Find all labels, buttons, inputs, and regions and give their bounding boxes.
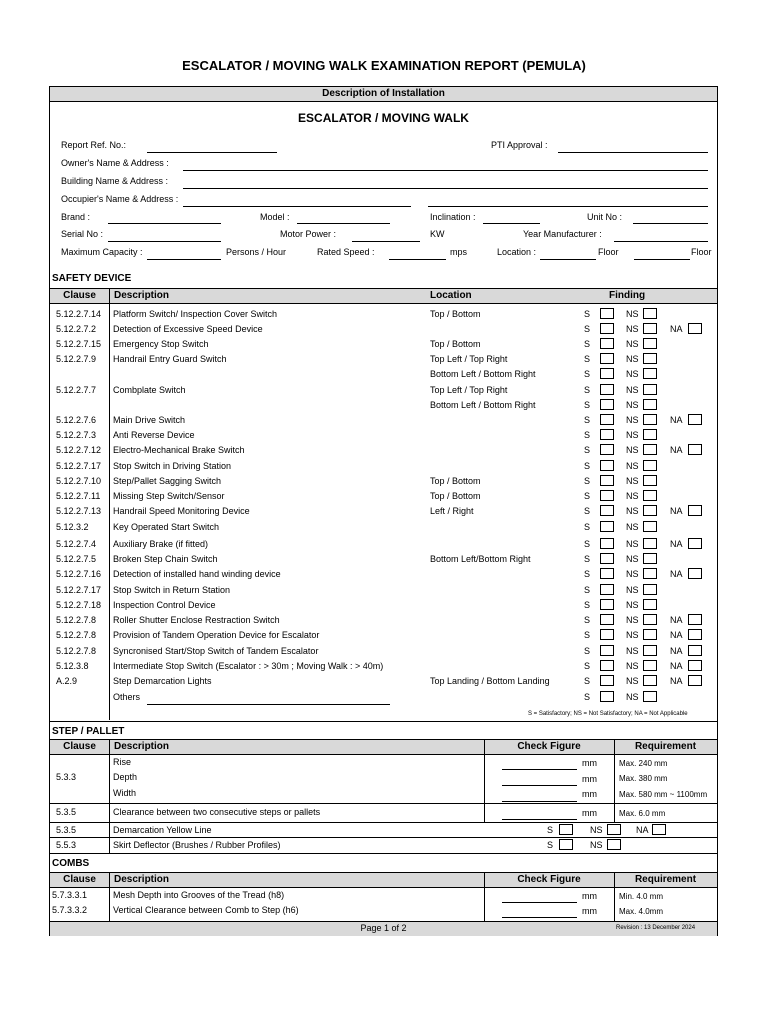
floor-unit-2: Floor: [691, 247, 712, 257]
floor-unit-1: Floor: [598, 247, 619, 257]
safety-row-s-checkbox[interactable]: [600, 444, 614, 455]
safety-row-ns-checkbox[interactable]: [643, 538, 657, 549]
building-label: Building Name & Address :: [61, 176, 169, 186]
revision-date: Revision : 13 December 2024: [616, 925, 696, 931]
step-vline-1: [109, 739, 110, 853]
owner-label: Owner's Name & Address :: [61, 158, 169, 168]
safety-row-na-checkbox[interactable]: [688, 660, 702, 671]
step-header-requirement: Requirement: [634, 741, 697, 752]
safety-row-ns-checkbox[interactable]: [643, 553, 657, 564]
safety-row-location: Top Left / Top Right: [430, 385, 508, 395]
model-field[interactable]: [297, 223, 390, 224]
step-row-border-1: [50, 803, 717, 804]
safety-row-s-checkbox[interactable]: [600, 368, 614, 379]
safety-row-clause: 5.12.2.7.8: [56, 615, 97, 625]
safety-row-s-label: S: [584, 661, 591, 671]
safety-header-clause: Clause: [63, 290, 96, 301]
safety-row-s-checkbox[interactable]: [600, 308, 614, 319]
safety-row-location: Top / Bottom: [430, 491, 481, 501]
combs-r1-requirement: Min. 4.0 mm: [619, 892, 664, 901]
combs-r2-description: Vertical Clearance between Comb to Step (h6): [113, 905, 299, 915]
safety-header-divider: [109, 288, 110, 302]
safety-row-na-checkbox[interactable]: [688, 568, 702, 579]
demarcation-label: Demarcation Yellow Line: [113, 825, 212, 835]
safety-row-na-label: NA: [670, 539, 683, 549]
combs-header-check: Check Figure: [517, 874, 581, 885]
safety-row-ns-checkbox[interactable]: [643, 599, 657, 610]
serial-no-field[interactable]: [108, 241, 221, 242]
step-vline-3: [614, 739, 615, 822]
owner-field[interactable]: [183, 170, 708, 171]
brand-field[interactable]: [108, 223, 221, 224]
width-field[interactable]: [502, 801, 577, 802]
step-clause-553: 5.5.3: [56, 840, 77, 850]
safety-row-ns-label: NS: [626, 506, 639, 516]
unit-no-label: Unit No :: [587, 212, 623, 222]
combs-r2-requirement: Max. 4.0mm: [619, 907, 664, 916]
safety-row-s-checkbox[interactable]: [600, 490, 614, 501]
safety-row-description: Provision of Tandem Operation Device for Escalator: [113, 630, 320, 640]
safety-row-description: Missing Step Switch/Sensor: [113, 491, 225, 501]
width-requirement: Max. 580 mm ~ 1100mm: [619, 790, 708, 799]
occupier-field-2[interactable]: [428, 206, 708, 207]
step-pallet-title: STEP / PALLET: [52, 726, 125, 737]
safety-row-ns-checkbox[interactable]: [643, 338, 657, 349]
safety-row-ns-label: NS: [626, 676, 639, 686]
safety-row-location: Top Left / Top Right: [430, 354, 508, 364]
safety-row-ns-checkbox[interactable]: [643, 384, 657, 395]
safety-row-s-checkbox[interactable]: [600, 353, 614, 364]
safety-row-ns-label: NS: [626, 491, 639, 501]
safety-row-s-checkbox[interactable]: [600, 460, 614, 471]
safety-row-s-label: S: [584, 692, 591, 702]
safety-row-clause: 5.12.2.7.8: [56, 646, 97, 656]
safety-row-clause: 5.12.2.7.8: [56, 630, 97, 640]
safety-row-s-label: S: [584, 554, 591, 564]
safety-row-ns-label: NS: [626, 554, 639, 564]
page-number: Page 1 of 2: [360, 923, 407, 933]
safety-row-ns-checkbox[interactable]: [643, 444, 657, 455]
installation-subtitle: ESCALATOR / MOVING WALK: [298, 111, 469, 125]
safety-row-s-label: S: [584, 385, 591, 395]
safety-row-s-checkbox[interactable]: [600, 538, 614, 549]
safety-row-location: Bottom Left / Bottom Right: [430, 369, 536, 379]
safety-row-ns-checkbox[interactable]: [643, 368, 657, 379]
safety-row-description: Roller Shutter Enclose Restraction Switch: [113, 615, 280, 625]
location-field-2[interactable]: [634, 259, 690, 260]
safety-row-na-checkbox[interactable]: [688, 414, 702, 425]
width-label: Width: [113, 788, 137, 798]
safety-row-s-label: S: [584, 569, 591, 579]
combs-r2-field[interactable]: [502, 917, 577, 918]
safety-row-description: Anti Reverse Device: [113, 430, 195, 440]
safety-row-location: Bottom Left/Bottom Right: [430, 554, 531, 564]
safety-row-description: Others: [113, 692, 141, 702]
safety-row-ns-checkbox[interactable]: [643, 521, 657, 532]
safety-row-ns-checkbox[interactable]: [643, 429, 657, 440]
rise-field[interactable]: [502, 769, 577, 770]
depth-unit: mm: [582, 774, 597, 784]
safety-row-s-checkbox[interactable]: [600, 568, 614, 579]
step-clause-535a: 5.3.5: [56, 807, 77, 817]
safety-row-na-checkbox[interactable]: [688, 629, 702, 640]
safety-row-ns-label: NS: [626, 661, 639, 671]
safety-row-ns-label: NS: [626, 354, 639, 364]
step-row-border-4: [50, 853, 717, 854]
kw-unit: KW: [430, 229, 445, 239]
combs-vline-3: [614, 872, 615, 921]
combs-header-requirement: Requirement: [634, 874, 697, 885]
step-clause-533: 5.3.3: [56, 772, 77, 782]
safety-row-description: Electro-Mechanical Brake Switch: [113, 445, 245, 455]
safety-row-ns-label: NS: [626, 615, 639, 625]
safety-row-ns-checkbox[interactable]: [643, 660, 657, 671]
rated-speed-field[interactable]: [389, 259, 446, 260]
combplate-description: Combplate Switch: [113, 385, 186, 395]
safety-row-ns-label: NS: [626, 630, 639, 640]
safety-row-ns-label: NS: [626, 430, 639, 440]
safety-row-clause: 5.12.2.7.9: [56, 354, 97, 364]
skirt-ns-label: NS: [590, 840, 603, 850]
safety-row-ns-label: NS: [626, 324, 639, 334]
building-field[interactable]: [183, 188, 708, 189]
safety-row-ns-label: NS: [626, 539, 639, 549]
safety-row-ns-checkbox[interactable]: [643, 460, 657, 471]
combs-r2-clause: 5.7.3.3.2: [52, 905, 88, 915]
safety-row-ns-label: NS: [626, 461, 639, 471]
safety-row-clause: 5.12.2.7.14: [56, 309, 102, 319]
safety-row-ns-checkbox[interactable]: [643, 584, 657, 595]
report-ref-label: Report Ref. No.:: [61, 140, 127, 150]
safety-row-ns-label: NS: [626, 445, 639, 455]
depth-requirement: Max. 380 mm: [619, 774, 668, 783]
safety-row-s-checkbox[interactable]: [600, 599, 614, 610]
safety-row-clause: 5.12.2.7.17: [56, 585, 102, 595]
rated-speed-label: Rated Speed :: [317, 247, 375, 257]
safety-row-ns-checkbox[interactable]: [643, 505, 657, 516]
safety-row-s-label: S: [584, 324, 591, 334]
safety-row-s-checkbox[interactable]: [600, 475, 614, 486]
combs-r1-field[interactable]: [502, 902, 577, 903]
safety-row-description: Stop Switch in Return Station: [113, 585, 231, 595]
safety-row-clause: 5.12.2.7.16: [56, 569, 102, 579]
width-unit: mm: [582, 789, 597, 799]
report-ref-field[interactable]: [147, 152, 277, 153]
demarcation-ns-label: NS: [590, 825, 603, 835]
year-field[interactable]: [614, 241, 708, 242]
safety-row-clause: 5.12.2.7.17: [56, 461, 102, 471]
safety-row-s-checkbox[interactable]: [600, 521, 614, 532]
rise-unit: mm: [582, 758, 597, 768]
demarcation-s-checkbox[interactable]: [559, 824, 573, 835]
safety-row-clause: 5.12.3.2: [56, 522, 89, 532]
persons-hour-unit: Persons / Hour: [226, 247, 287, 257]
demarcation-na-checkbox[interactable]: [652, 824, 666, 835]
safety-row-na-label: NA: [670, 661, 683, 671]
max-capacity-label: Maximum Capacity :: [61, 247, 143, 257]
safety-row-s-checkbox[interactable]: [600, 660, 614, 671]
motor-power-label: Motor Power :: [280, 229, 337, 239]
safety-row-description: Detection of Excessive Speed Device: [113, 324, 263, 334]
safety-row-s-label: S: [584, 600, 591, 610]
safety-row-clause: 5.12.2.7.13: [56, 506, 102, 516]
page-title: ESCALATOR / MOVING WALK EXAMINATION REPORT (PEMULA): [182, 58, 586, 73]
safety-row-na-checkbox[interactable]: [688, 675, 702, 686]
safety-row-s-checkbox[interactable]: [600, 614, 614, 625]
unit-no-field[interactable]: [633, 223, 708, 224]
safety-row-na-label: NA: [670, 646, 683, 656]
skirt-ns-checkbox[interactable]: [607, 839, 621, 850]
safety-row-s-label: S: [584, 339, 591, 349]
safety-row-ns-checkbox[interactable]: [643, 399, 657, 410]
safety-row-ns-checkbox[interactable]: [643, 675, 657, 686]
safety-row-description: Syncronised Start/Stop Switch of Tandem Escalator: [113, 646, 319, 656]
step-vline-2: [484, 739, 485, 822]
occupier-label: Occupier's Name & Address :: [61, 194, 179, 204]
safety-row-na-checkbox[interactable]: [688, 538, 702, 549]
safety-row-ns-checkbox[interactable]: [643, 645, 657, 656]
safety-row-description: Main Drive Switch: [113, 415, 186, 425]
safety-row-s-label: S: [584, 522, 591, 532]
safety-row-description: Handrail Entry Guard Switch: [113, 354, 227, 364]
safety-row-ns-label: NS: [626, 369, 639, 379]
safety-row-ns-label: NS: [626, 522, 639, 532]
safety-row-na-label: NA: [670, 324, 683, 334]
step-row-border-3: [50, 837, 717, 838]
safety-row-na-label: NA: [670, 676, 683, 686]
safety-row-na-checkbox[interactable]: [688, 505, 702, 516]
safety-row-clause: 5.12.2.7.10: [56, 476, 102, 486]
safety-row-s-label: S: [584, 415, 591, 425]
safety-row-location: Top / Bottom: [430, 309, 481, 319]
safety-row-na-label: NA: [670, 415, 683, 425]
demarcation-ns-checkbox[interactable]: [607, 824, 621, 835]
max-capacity-field[interactable]: [147, 259, 221, 260]
skirt-s-checkbox[interactable]: [559, 839, 573, 850]
safety-row-description: Intermediate Stop Switch (Escalator : > 30m ; Moving Walk : > 40m): [113, 661, 384, 671]
occupier-field-1[interactable]: [183, 206, 411, 207]
safety-row-ns-label: NS: [626, 309, 639, 319]
safety-row-na-label: NA: [670, 445, 683, 455]
combs-header-description: Description: [114, 874, 170, 885]
clearance-unit: mm: [582, 808, 597, 818]
safety-row-na-checkbox[interactable]: [688, 645, 702, 656]
safety-row-ns-label: NS: [626, 569, 639, 579]
safety-row-na-checkbox[interactable]: [688, 614, 702, 625]
safety-row-clause: 5.12.2.7.18: [56, 600, 102, 610]
safety-row-s-label: S: [584, 369, 591, 379]
safety-clause-divider: [109, 302, 110, 720]
pti-approval-field[interactable]: [558, 152, 708, 153]
safety-row-na-checkbox[interactable]: [688, 444, 702, 455]
safety-row-na-label: NA: [670, 615, 683, 625]
depth-label: Depth: [113, 772, 138, 782]
step-header-description: Description: [114, 741, 170, 752]
combs-r1-description: Mesh Depth into Grooves of the Tread (h8): [113, 890, 285, 900]
safety-header-description: Description: [114, 290, 170, 301]
rise-label: Rise: [113, 757, 132, 767]
safety-row-ns-label: NS: [626, 385, 639, 395]
clearance-label: Clearance between two consecutive steps or pallets: [113, 807, 321, 817]
combs-r2-unit: mm: [582, 906, 597, 916]
safety-row-clause: 5.12.2.7.5: [56, 554, 97, 564]
safety-row-na-checkbox[interactable]: [688, 323, 702, 334]
combs-header-clause: Clause: [63, 874, 96, 885]
safety-row-location: Top Landing / Bottom Landing: [430, 676, 550, 686]
safety-row-ns-label: NS: [626, 339, 639, 349]
safety-row-clause: 5.12.2.7.3: [56, 430, 97, 440]
demarcation-na-label: NA: [636, 825, 649, 835]
safety-row-ns-label: NS: [626, 692, 639, 702]
safety-row-s-label: S: [584, 400, 591, 410]
safety-row-ns-label: NS: [626, 400, 639, 410]
safety-row-s-checkbox[interactable]: [600, 384, 614, 395]
combs-vline-2: [484, 872, 485, 921]
safety-row-s-label: S: [584, 476, 591, 486]
safety-row-s-label: S: [584, 461, 591, 471]
safety-row-clause: 5.12.2.7.15: [56, 339, 102, 349]
safety-row-s-label: S: [584, 630, 591, 640]
location-field-1[interactable]: [540, 259, 596, 260]
step-header-check: Check Figure: [517, 741, 581, 752]
safety-row-clause: 5.12.2.7.11: [56, 491, 101, 501]
safety-header-finding: Finding: [609, 290, 646, 301]
safety-row-s-checkbox[interactable]: [600, 338, 614, 349]
safety-device-title: SAFETY DEVICE: [52, 273, 132, 284]
safety-row-ns-checkbox[interactable]: [643, 414, 657, 425]
safety-row-description: Handrail Speed Monitoring Device: [113, 506, 250, 516]
safety-row-location: Top / Bottom: [430, 476, 481, 486]
motor-power-field[interactable]: [352, 241, 420, 242]
safety-row-ns-checkbox[interactable]: [643, 475, 657, 486]
safety-row-s-label: S: [584, 615, 591, 625]
finding-legend: S = Satisfactory; NS = Not Satisfactory; NA = Not Applicable: [528, 711, 688, 717]
mps-unit: mps: [450, 247, 468, 257]
model-label: Model :: [260, 212, 290, 222]
combs-r1-unit: mm: [582, 891, 597, 901]
pti-approval-label: PTI Approval :: [491, 140, 548, 150]
safety-row-description: Step Demarcation Lights: [113, 676, 212, 686]
safety-row-ns-checkbox[interactable]: [643, 691, 657, 702]
safety-row-s-label: S: [584, 506, 591, 516]
safety-row-ns-checkbox[interactable]: [643, 353, 657, 364]
safety-row-s-checkbox[interactable]: [600, 399, 614, 410]
safety-row-description: Broken Step Chain Switch: [113, 554, 218, 564]
safety-row-ns-label: NS: [626, 646, 639, 656]
safety-row-s-checkbox[interactable]: [600, 323, 614, 334]
clearance-field[interactable]: [502, 819, 577, 820]
depth-field[interactable]: [502, 785, 577, 786]
safety-row-description: Inspection Control Device: [113, 600, 216, 610]
safety-row-s-label: S: [584, 585, 591, 595]
safety-row-ns-checkbox[interactable]: [643, 323, 657, 334]
safety-row-clause: 5.12.3.8: [56, 661, 89, 671]
serial-no-label: Serial No :: [61, 229, 104, 239]
safety-row-s-label: S: [584, 445, 591, 455]
clearance-requirement: Max. 6.0 mm: [619, 809, 666, 818]
safety-row-clause: A.2.9: [56, 676, 78, 686]
safety-row-description: Step/Pallet Sagging Switch: [113, 476, 222, 486]
safety-row-s-checkbox[interactable]: [600, 505, 614, 516]
safety-row-s-checkbox[interactable]: [600, 645, 614, 656]
installation-header: Description of Installation: [322, 88, 445, 99]
safety-row-description: Emergency Stop Switch: [113, 339, 209, 349]
safety-row-description: Key Operated Start Switch: [113, 522, 220, 532]
safety-row-s-label: S: [584, 309, 591, 319]
safety-row-description: Stop Switch in Driving Station: [113, 461, 232, 471]
safety-row-ns-checkbox[interactable]: [643, 308, 657, 319]
safety-row-ns-checkbox[interactable]: [643, 568, 657, 579]
safety-row-ns-label: NS: [626, 600, 639, 610]
safety-row-s-label: S: [584, 430, 591, 440]
step-top-border: [50, 721, 717, 722]
safety-row-ns-checkbox[interactable]: [643, 629, 657, 640]
safety-row-s-checkbox[interactable]: [600, 584, 614, 595]
inclination-label: Inclination :: [430, 212, 476, 222]
safety-row-clause: 5.12.2.7.6: [56, 415, 97, 425]
safety-row-ns-label: NS: [626, 585, 639, 595]
safety-row-s-label: S: [584, 354, 591, 364]
combplate-clause: 5.12.2.7.7: [56, 385, 97, 395]
safety-row-s-checkbox[interactable]: [600, 553, 614, 564]
safety-row-description: Platform Switch/ Inspection Cover Switch: [113, 309, 278, 319]
combs-r1-clause: 5.7.3.3.1: [52, 890, 88, 900]
safety-row-s-checkbox[interactable]: [600, 675, 614, 686]
safety-row-na-label: NA: [670, 630, 683, 640]
step-clause-535b: 5.3.5: [56, 825, 77, 835]
brand-label: Brand :: [61, 212, 91, 222]
safety-row-s-label: S: [584, 539, 591, 549]
safety-row-s-checkbox[interactable]: [600, 429, 614, 440]
safety-row-clause: 5.12.2.7.12: [56, 445, 102, 455]
combs-title: COMBS: [52, 858, 90, 869]
safety-row-s-checkbox[interactable]: [600, 414, 614, 425]
demarcation-s-label: S: [547, 825, 554, 835]
safety-row-s-checkbox[interactable]: [600, 691, 614, 702]
safety-row-location: Top / Bottom: [430, 339, 481, 349]
safety-row-s-checkbox[interactable]: [600, 629, 614, 640]
combs-vline-1: [109, 872, 110, 921]
skirt-deflector-label: Skirt Deflector (Brushes / Rubber Profiles): [113, 840, 281, 850]
safety-row-na-label: NA: [670, 506, 683, 516]
year-label: Year Manufacturer :: [523, 229, 602, 239]
safety-row-description: Auxiliary Brake (if fitted): [113, 539, 209, 549]
safety-row-s-label: S: [584, 676, 591, 686]
safety-row-location: Bottom Left / Bottom Right: [430, 400, 536, 410]
safety-row-na-label: NA: [670, 569, 683, 579]
skirt-s-label: S: [547, 840, 554, 850]
safety-row-s-label: S: [584, 646, 591, 656]
location-label: Location :: [497, 247, 537, 257]
step-header-clause: Clause: [63, 741, 96, 752]
safety-row-ns-checkbox[interactable]: [643, 490, 657, 501]
step-row-border-2: [50, 822, 717, 823]
safety-row-clause: 5.12.2.7.4: [56, 539, 97, 549]
safety-row-ns-checkbox[interactable]: [643, 614, 657, 625]
others-field[interactable]: [147, 704, 390, 705]
rise-requirement: Max. 240 mm: [619, 759, 668, 768]
safety-row-ns-label: NS: [626, 476, 639, 486]
safety-row-location: Left / Right: [430, 506, 474, 516]
safety-row-s-label: S: [584, 491, 591, 501]
inclination-field[interactable]: [483, 223, 540, 224]
safety-row-description: Detection of installed hand winding device: [113, 569, 281, 579]
safety-row-clause: 5.12.2.7.2: [56, 324, 97, 334]
safety-row-ns-label: NS: [626, 415, 639, 425]
safety-header-location: Location: [430, 290, 472, 301]
